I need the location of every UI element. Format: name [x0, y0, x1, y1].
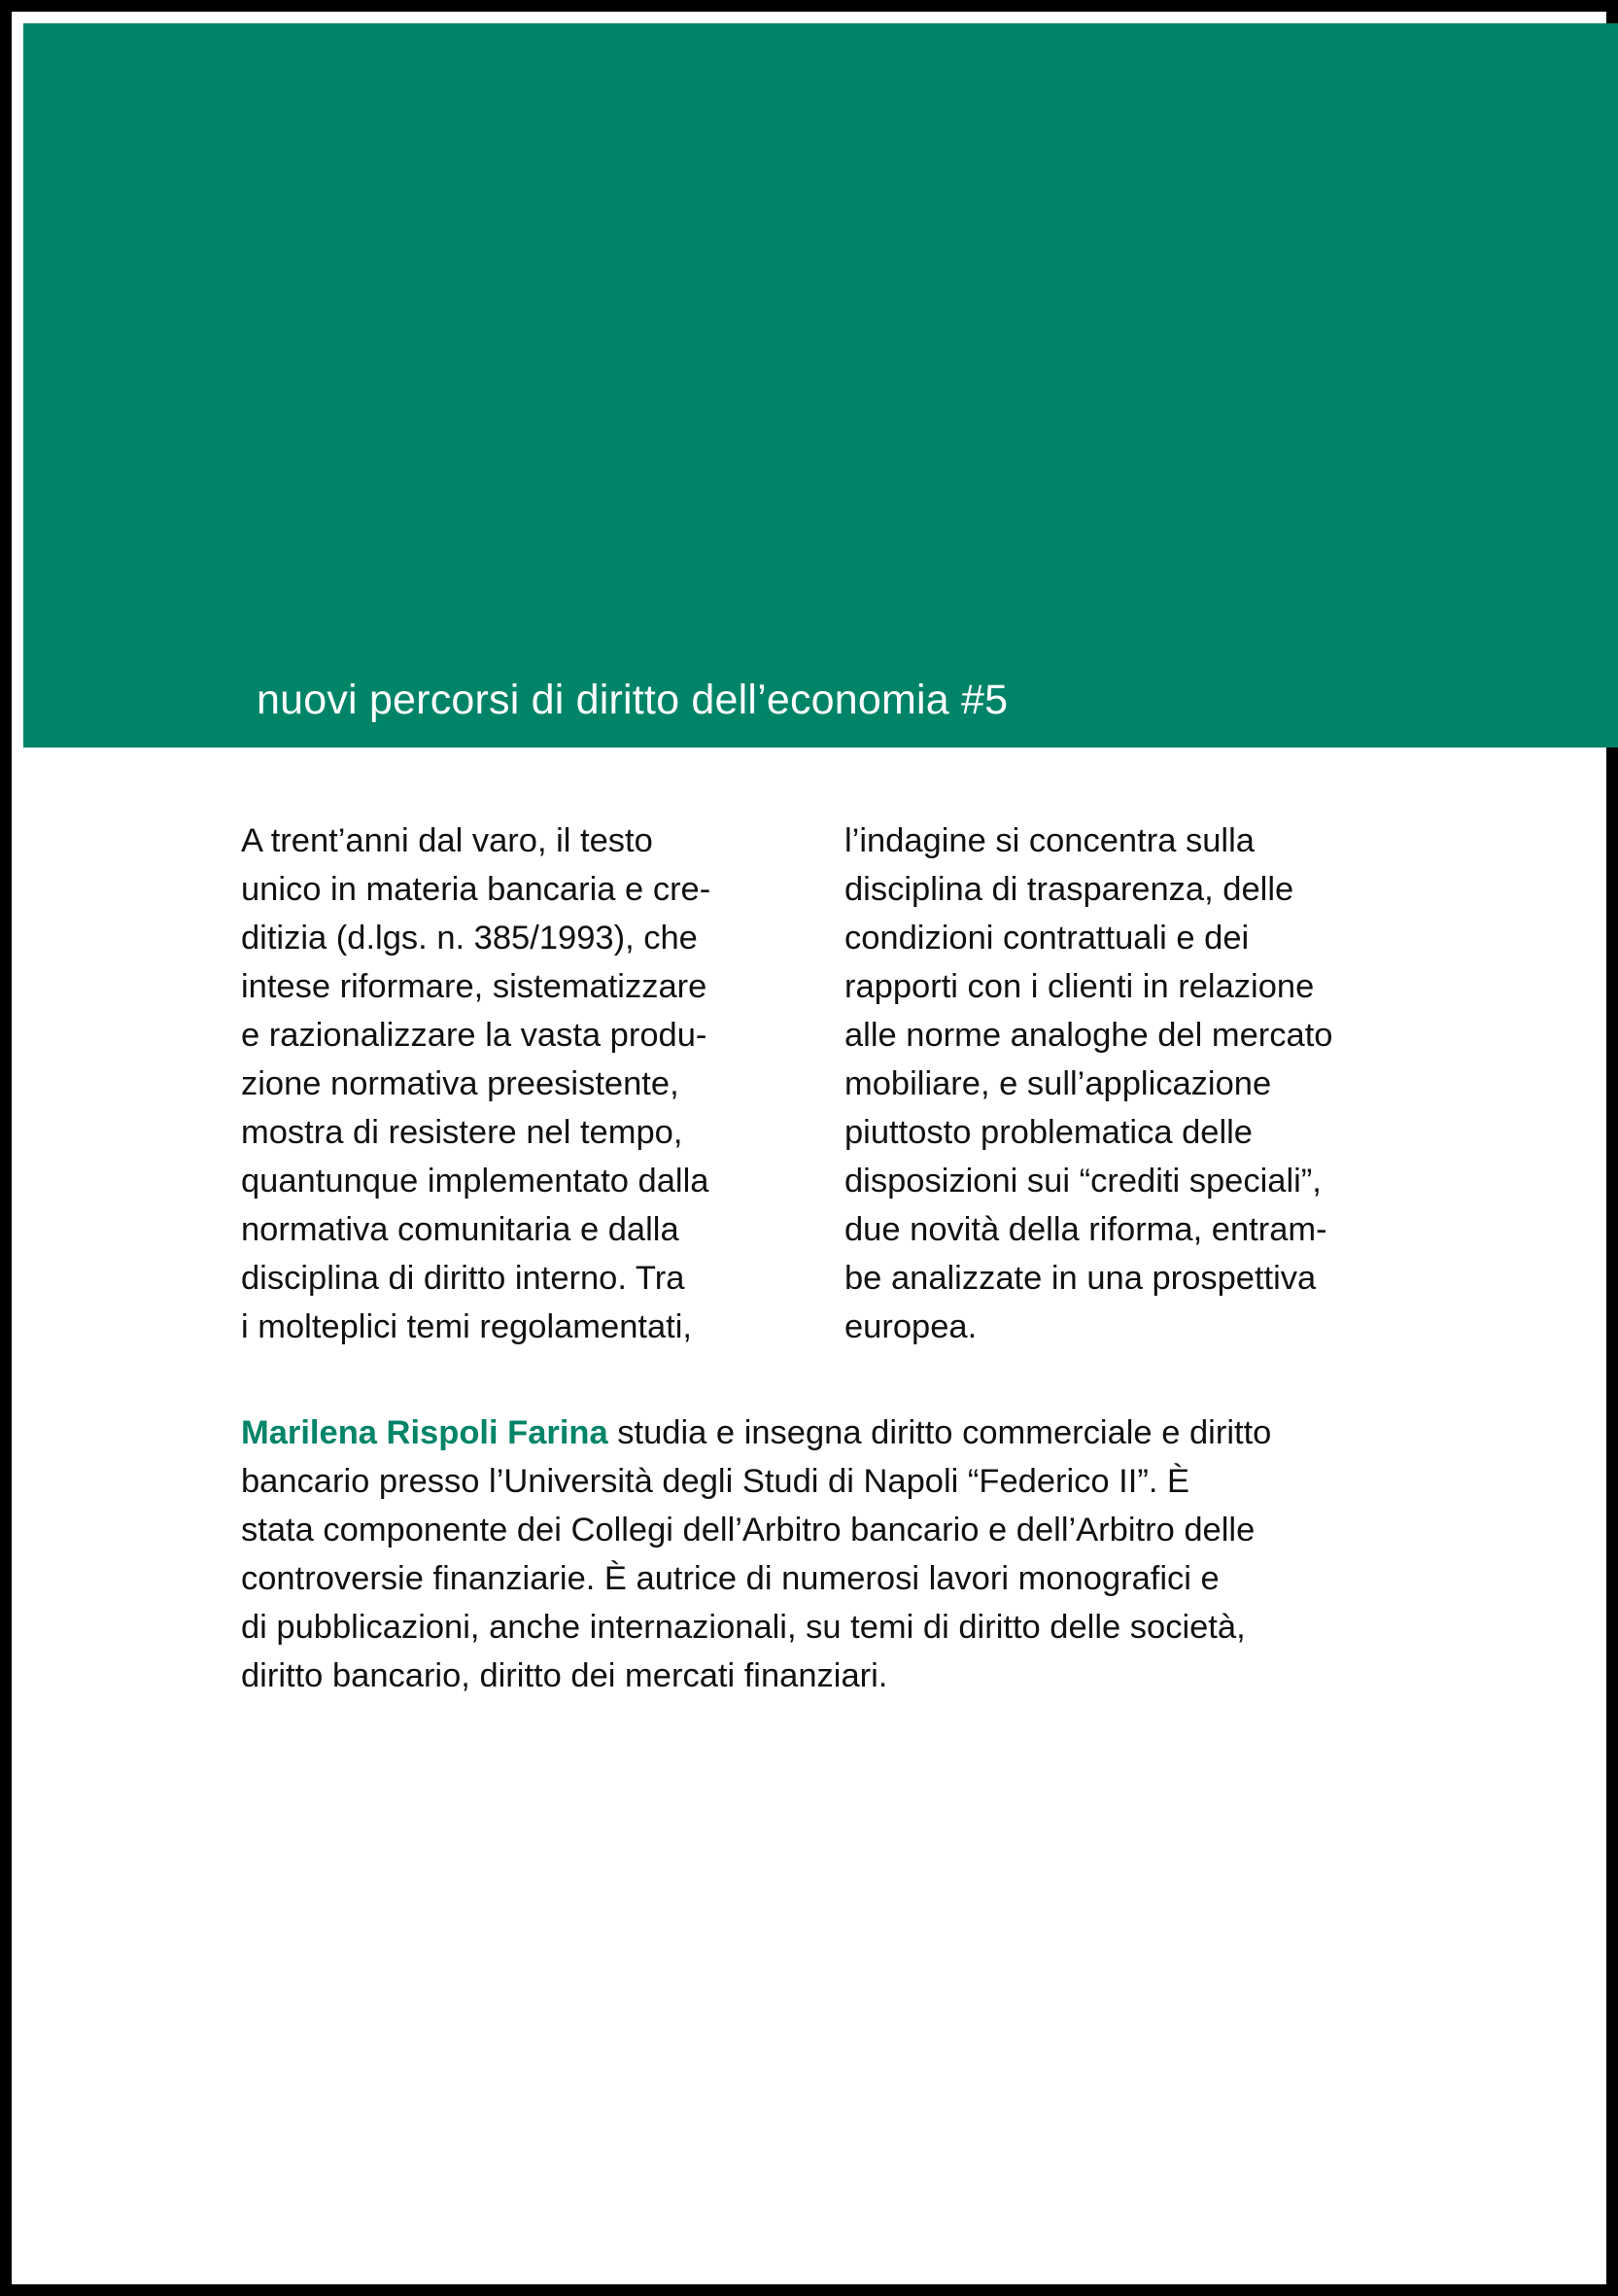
blurb-line: mostra di resistere nel tempo,: [241, 1114, 683, 1151]
blurb-line: be analizzate in una prospettiva: [844, 1260, 1317, 1297]
author-name: Marilena Rispoli Farina: [241, 1414, 608, 1451]
blurb-left-column: [241, 817, 710, 1351]
blurb-right-column: [844, 817, 1332, 1351]
blurb-line: condizioni contrattuali e dei: [844, 920, 1250, 957]
bio-line: controversie finanziarie. È autrice di numerosi lavori monografici e: [241, 1560, 1220, 1597]
bio-line: bancario presso l’Università degli Studi di Napoli “Federico II”. È: [241, 1463, 1190, 1500]
blurb-line: intese riformare, sistematizzare: [241, 968, 707, 1005]
blurb-line: disciplina di trasparenza, delle: [844, 871, 1294, 908]
blurb-line: piuttosto problematica delle: [844, 1114, 1253, 1151]
blurb-line: disciplina di diritto interno. Tra: [241, 1260, 685, 1297]
bio-line: di pubblicazioni, anche internazionali, su temi di diritto delle società,: [241, 1609, 1246, 1646]
blurb-line: unico in materia bancaria e cre-: [241, 871, 711, 908]
blurb-line: mobiliare, e sull’applicazione: [844, 1065, 1272, 1102]
bio-line: diritto bancario, diritto dei mercati finanziari.: [241, 1657, 888, 1694]
bio-first-line: [241, 1409, 1271, 1457]
blurb-line: zione normativa preesistente,: [241, 1065, 679, 1102]
blurb-line: A trent’anni dal varo, il testo: [241, 822, 653, 859]
blurb-line: quantunque implementato dalla: [241, 1163, 709, 1200]
blurb-line: i molteplici temi regolamentati,: [241, 1308, 693, 1345]
header-band: [23, 23, 1618, 748]
blurb-line: rapporti con i clienti in relazione: [844, 968, 1315, 1005]
blurb-line: ditizia (d.lgs. n. 385/1993), che: [241, 920, 698, 957]
series-title: nuovi percorsi di diritto dell’economia #5: [257, 677, 1009, 723]
blurb-line: e razionalizzare la vasta produ-: [241, 1017, 707, 1054]
author-bio: [241, 1409, 1271, 1700]
blurb-line: disposizioni sui “crediti speciali”,: [844, 1163, 1322, 1200]
blurb-line: due novità della riforma, entram-: [844, 1211, 1327, 1248]
bio-first-line-text: studia e insegna diritto commerciale e diritto: [607, 1414, 1272, 1451]
blurb-line: alle norme analoghe del mercato: [844, 1017, 1333, 1054]
blurb-line: l’indagine si concentra sulla: [844, 822, 1255, 859]
blurb-line: europea.: [844, 1308, 978, 1345]
bio-line: stata componente dei Collegi dell’Arbitro bancario e dell’Arbitro delle: [241, 1512, 1256, 1548]
blurb-line: normativa comunitaria e dalla: [241, 1211, 679, 1248]
